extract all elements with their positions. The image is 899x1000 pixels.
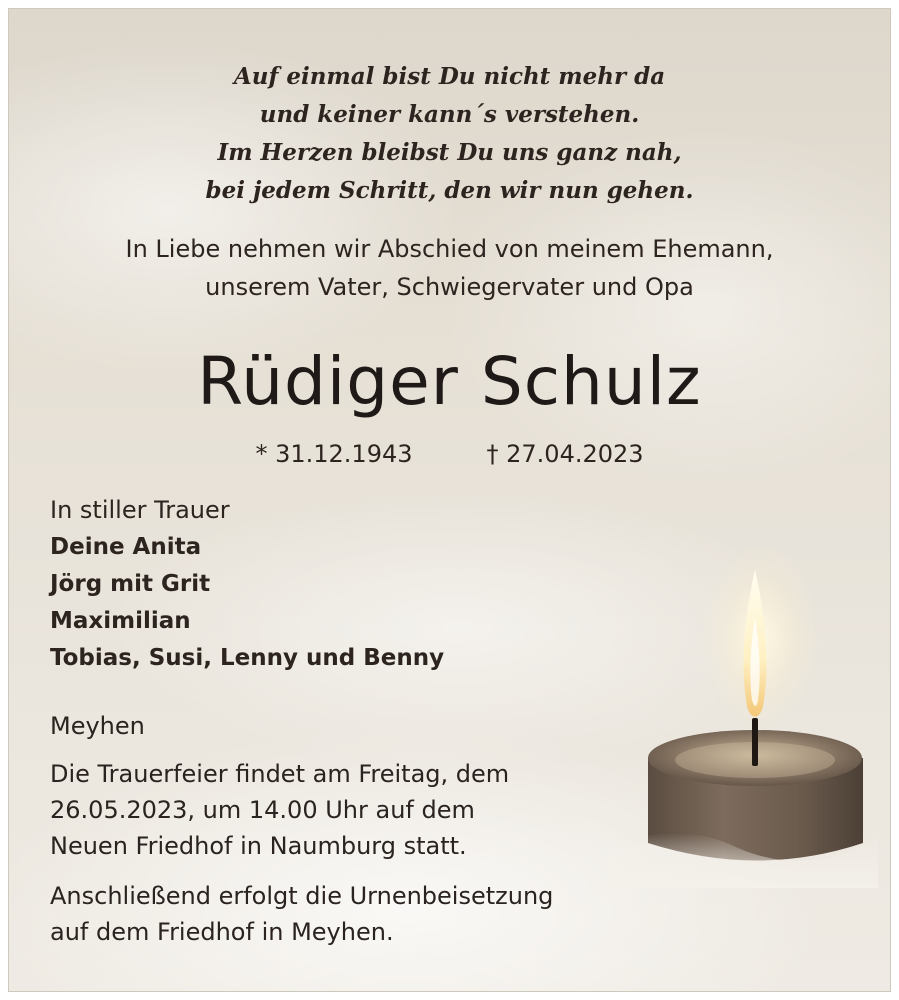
mourner-name: Jörg mit Grit: [50, 571, 211, 597]
poem-line: Auf einmal bist Du nicht mehr da: [233, 63, 666, 90]
poem-line: und keiner kann´s verstehen.: [259, 101, 640, 128]
mourners-heading: In stiller Trauer: [50, 496, 230, 524]
memorial-poem: [8, 58, 891, 210]
ceremony-line: 26.05.2023, um 14.00 Uhr auf dem: [50, 796, 475, 824]
place-name: Meyhen: [50, 712, 145, 740]
ceremony-line: Neuen Friedhof in Naumburg statt.: [50, 832, 467, 860]
farewell-intro: [8, 230, 891, 306]
mourner-name: Deine Anita: [50, 534, 202, 560]
death-date: † 27.04.2023: [486, 440, 644, 468]
intro-line: unserem Vater, Schwiegervater und Opa: [205, 273, 694, 301]
burial-info: [50, 878, 690, 950]
birth-date: * 31.12.1943: [255, 440, 413, 468]
deceased-name: Rüdiger Schulz: [197, 343, 702, 420]
mourners-list: [50, 492, 444, 677]
obituary-notice: [8, 8, 891, 992]
mourner-name: Tobias, Susi, Lenny und Benny: [50, 645, 445, 671]
candle-icon: [608, 548, 878, 888]
poem-line: bei jedem Schritt, den wir nun gehen.: [205, 177, 694, 204]
life-dates: [8, 438, 891, 470]
ceremony-line: Die Trauerfeier findet am Freitag, dem: [50, 760, 510, 788]
poem-line: Im Herzen bleibst Du uns ganz nah,: [217, 139, 682, 166]
intro-line: In Liebe nehmen wir Abschied von meinem Ehemann,: [125, 235, 774, 263]
ceremony-info: [50, 756, 650, 864]
burial-line: auf dem Friedhof in Meyhen.: [50, 918, 394, 946]
burial-line: Anschließend erfolgt die Urnenbeisetzung: [50, 882, 554, 910]
mourner-name: Maximilian: [50, 608, 191, 634]
